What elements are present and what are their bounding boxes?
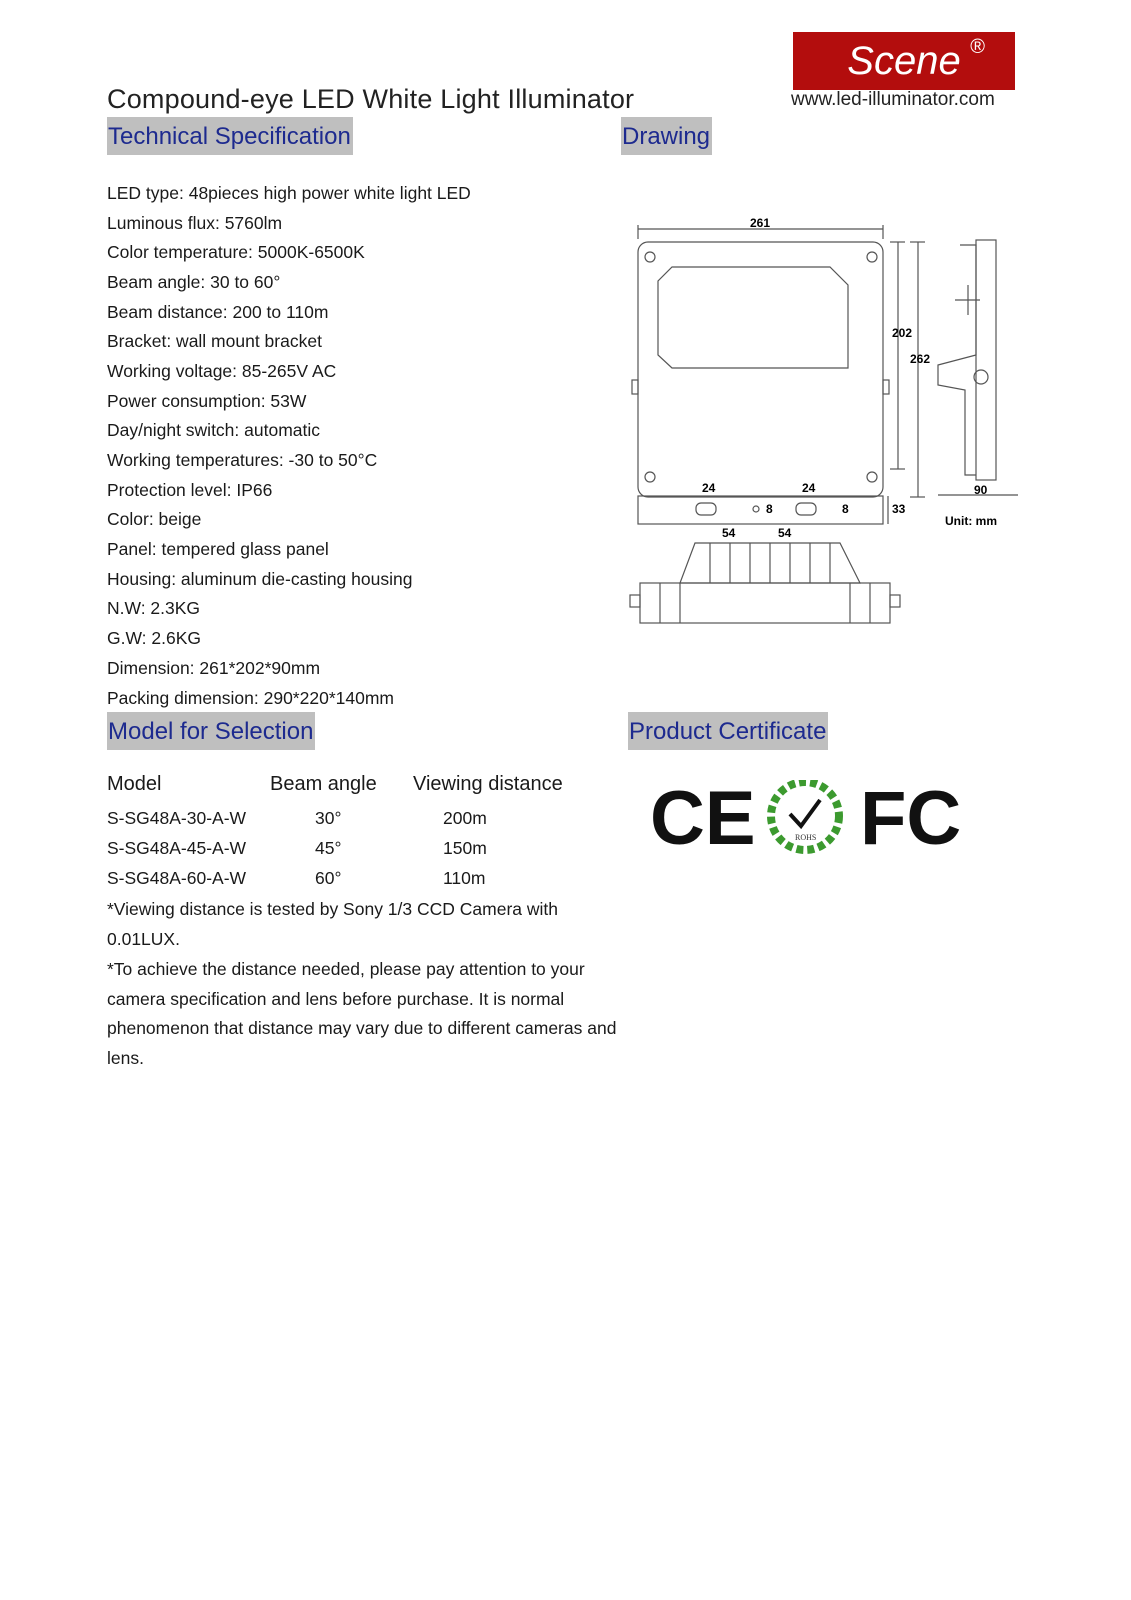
spec-item: Panel: tempered glass panel: [107, 539, 329, 559]
spec-item: Working temperatures: -30 to 50°C: [107, 450, 378, 470]
spec-item: Color temperature: 5000K-6500K: [107, 242, 365, 262]
table-cell-model: S-SG48A-60-A-W: [107, 868, 247, 888]
dim-thickness: 33: [892, 502, 906, 516]
spec-item: Protection level: IP66: [107, 480, 273, 500]
spec-item: Day/night switch: automatic: [107, 420, 321, 440]
rohs-label: ROHS: [795, 833, 817, 842]
heading-product-certificate: Product Certificate: [628, 712, 828, 750]
spec-item: Dimension: 261*202*90mm: [107, 658, 321, 678]
front-view-housing: [638, 242, 883, 497]
spec-item: Color: beige: [107, 509, 202, 529]
table-cell-distance: 150m: [443, 838, 487, 858]
spec-item: Beam distance: 200 to 110m: [107, 302, 329, 322]
unit-label: Unit: mm: [945, 514, 997, 528]
table-header-model: Model: [107, 773, 162, 795]
rohs-icon: [771, 782, 839, 850]
table-cell-beam-angle: 60°: [315, 868, 342, 888]
heatsink-view: [640, 583, 890, 623]
spec-item: LED type: 48pieces high power white light LED: [107, 183, 471, 203]
dim-depth: 90: [974, 483, 988, 497]
spec-item: G.W: 2.6KG: [107, 628, 202, 648]
table-cell-distance: 200m: [443, 808, 487, 828]
dim-height-inner: 202: [892, 326, 913, 340]
spec-item: Working voltage: 85-265V AC: [107, 361, 337, 381]
table-cell-model: S-SG48A-45-A-W: [107, 838, 247, 858]
table-cell-beam-angle: 45°: [315, 838, 342, 858]
brand-name: Scene: [847, 38, 961, 83]
table-header-beam-angle: Beam angle: [270, 773, 377, 795]
technical-drawing: [620, 215, 1030, 655]
note-camera-spec: *To achieve the distance needed, please pay attention to your camera specification and lens before purchase. It is normal phenomenon that distance may vary due to different cameras and lens.: [107, 959, 617, 1068]
heading-drawing: Drawing: [621, 117, 712, 155]
ce-mark-icon: CE: [650, 780, 756, 861]
side-view-housing: [976, 240, 996, 480]
dim-hole-b: 8: [842, 502, 849, 516]
document-title: Compound-eye LED White Light Illuminator: [107, 84, 635, 114]
dim-height-outer: 262: [910, 352, 931, 366]
spec-item: Luminous flux: 5760lm: [107, 213, 283, 233]
table-cell-beam-angle: 30°: [315, 808, 342, 828]
table-cell-distance: 110m: [443, 868, 486, 888]
table-cell-model: S-SG48A-30-A-W: [107, 808, 247, 828]
dim-slot-right: 24: [802, 481, 816, 495]
spec-item: Bracket: wall mount bracket: [107, 331, 322, 351]
dim-width: 261: [750, 216, 771, 230]
dim-spacing-left: 54: [722, 526, 736, 540]
brand-logo: [793, 32, 1015, 90]
spec-item: Housing: aluminum die-casting housing: [107, 569, 413, 589]
heading-model-selection: Model for Selection: [107, 712, 315, 750]
table-header-viewing-distance: Viewing distance: [413, 773, 563, 795]
heading-technical-specification: Technical Specification: [107, 117, 353, 155]
certificate-logos: [650, 780, 970, 870]
dim-hole-a: 8: [766, 502, 773, 516]
website-url[interactable]: www.led-illuminator.com: [791, 89, 995, 110]
front-view-glass-panel: [658, 267, 848, 368]
registered-mark: ®: [970, 36, 985, 58]
dim-slot-left: 24: [702, 481, 716, 495]
spec-item: N.W: 2.3KG: [107, 598, 201, 618]
note-viewing-distance: *Viewing distance is tested by Sony 1/3 CCD Camera with 0.01LUX.: [107, 899, 559, 949]
spec-item: Beam angle: 30 to 60°: [107, 272, 281, 292]
spec-item: Packing dimension: 290*220*140mm: [107, 688, 394, 708]
spec-item: Power consumption: 53W: [107, 391, 307, 411]
fcc-mark-icon: FC: [860, 780, 962, 861]
dim-spacing-right: 54: [778, 526, 792, 540]
